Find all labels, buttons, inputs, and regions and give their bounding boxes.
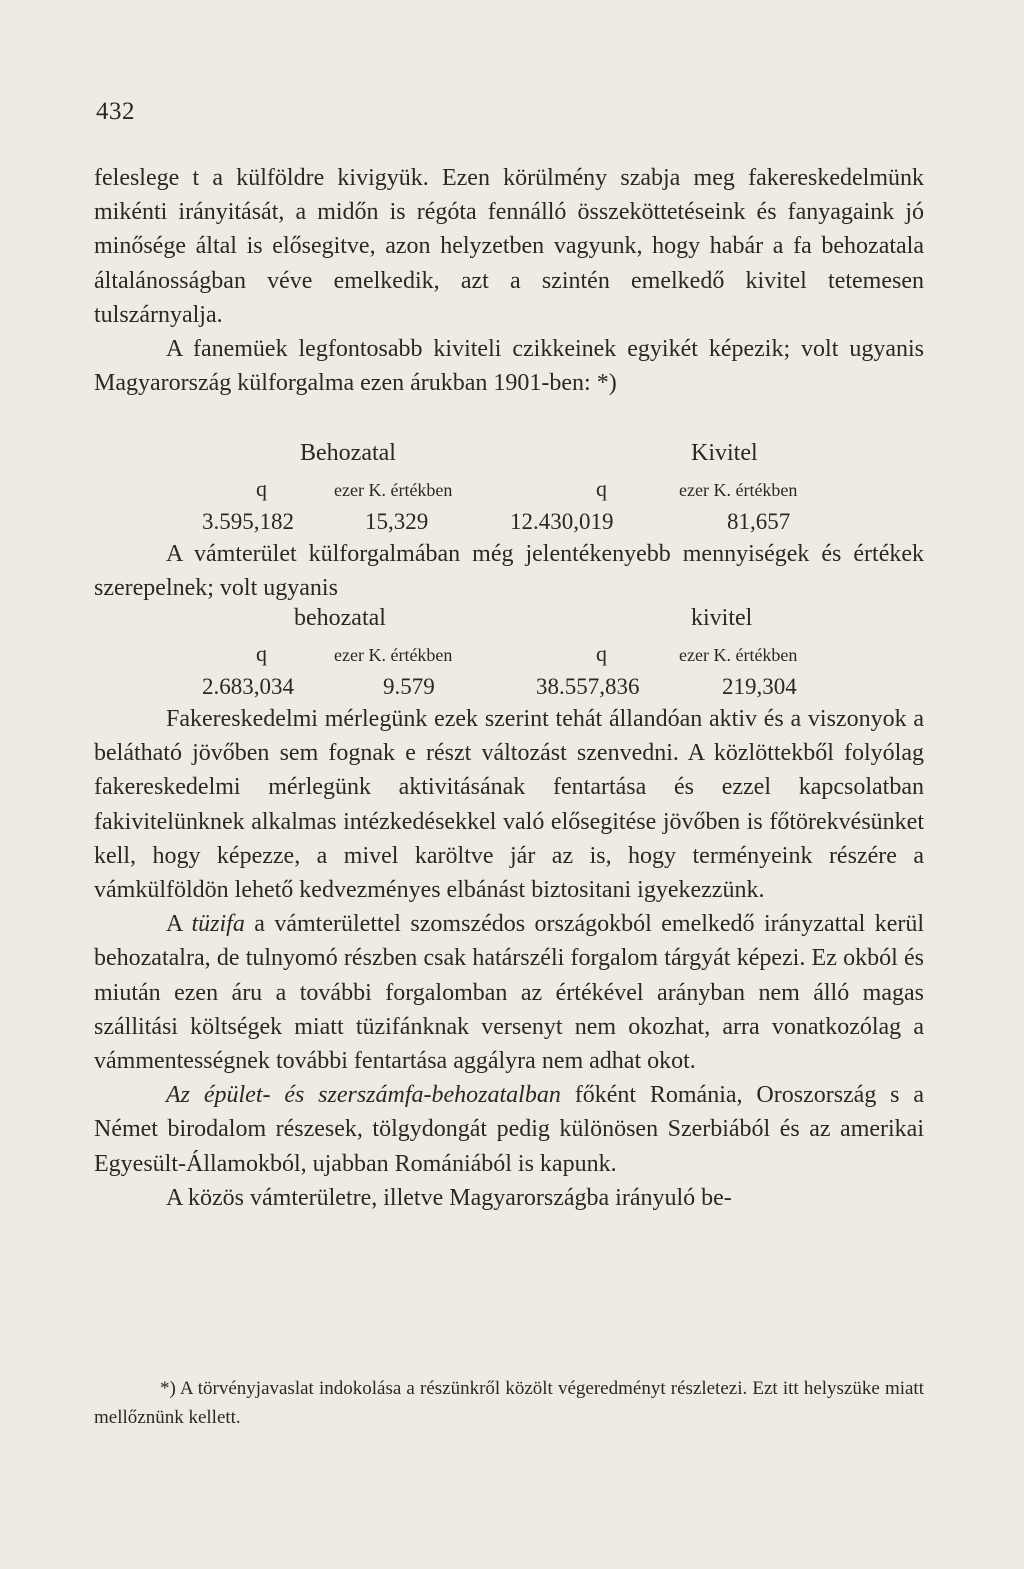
header-import: behozatal [294,605,386,631]
unit-value-export: ezer K. értékben [679,480,798,500]
trade-table-customs-area [94,603,924,705]
timber-term: Az épület- és szerszámfa-behozatalban [166,1082,561,1109]
import-value: 15,329 [365,509,429,534]
paragraph-wood-exports: A fanemüek legfontosabb kiviteli czikkeinek egyikét képezik; volt ugyanis Magyarország külforgalma ezen árukban 1901-ben: *) [94,336,924,397]
export-value: 219,304 [722,674,797,699]
table-values-row [94,671,924,705]
paragraph-trade-balance: Fakereskedelmi mérlegünk ezek szerint tehát állandóan aktiv és a viszonyok a belátható jövőben sem fognak e részt változást szenvedni. A közlöttekből folyólag fakereskedelmi mérlegünk aktivitásának fentartása és ezzel kapcsolatban fakivitelünknek alkalmas intézkedésekkel való elősegitése jövőben is főtörekvésünket kell, hogy képezze, a mivel karöltve jár az is, hogy terményeink részére a vámkülföldön lehető kedvezményes elbánást biztositani igyekezzünk. [94,706,924,904]
trade-table-1901 [94,438,924,540]
paragraph-customs-area: A vámterület külforgalmában még jelentékenyebb mennyiségek és értékek szerepelnek; volt ugyanis [94,541,924,602]
paragraph-firewood [94,907,924,1078]
unit-q-import: q [256,641,267,666]
unit-q-export: q [596,476,607,501]
header-export: Kivitel [691,440,758,466]
table-header-row [94,438,924,472]
unit-value-import: ezer K. értékben [334,480,453,500]
table-unit-row [94,472,924,506]
top-text-block [94,161,924,400]
firewood-text: a vámterülettel szomszédos országokból emelkedő irányzattal kerül behozatalra, de tulnyomó részben csak határszéli forgalom tárgyát képezi. Ez okból és miután ezen áru a további forgalomban az értékével arányban nem álló magas szállitási költségek miatt tüzifánknak versenyt nem okozhat, arra vonatkozólag a vámmentességnek további fentartása aggályra nem adhat okot. [94,911,925,1075]
footnote-text: *) A törvényjavaslat indokolása a részünkről közölt végeredményt részletezi. Ezt itt helyszüke miatt mellőznünk kellett. [94,1378,924,1428]
firewood-term: tüzifa [191,911,245,938]
timber-text: főként Románia, Oroszország s a Német birodalom részesek, tölgydongát pedig különösen Szerbiából és az amerikai Egyesült-Államokból, ujabban Romániából is kapunk. [94,1082,925,1177]
footnote [94,1374,924,1432]
table-values-row [94,506,924,540]
paragraph-surplus: feleslege t a külföldre kivigyük. Ezen körülmény szabja meg fakereskedelmünk mikénti irányitását, a midőn is régóta fennálló összeköttetéseink és fanyagaink jó minősége által is elősegitve, azon helyzetben vagyunk, hogy habár a fa behozatala általánosságban véve emelkedik, azt a szintén emelkedő kivitel tetemesen tulszárnyalja. [94,165,924,328]
header-export: kivitel [691,605,753,631]
unit-value-export: ezer K. értékben [679,645,798,665]
paragraph-continued: A közös vámterületre, illetve Magyarországba irányuló be- [166,1184,732,1211]
header-import: Behozatal [300,440,396,466]
export-value: 81,657 [727,509,791,534]
middle-text-block [94,537,924,605]
bottom-text-block [94,702,924,1215]
unit-value-import: ezer K. értékben [334,645,453,665]
export-quantity: 38.557,836 [536,674,640,699]
table-unit-row [94,637,924,671]
import-quantity: 3.595,182 [202,509,294,534]
paragraph-timber-imports [94,1078,924,1181]
firewood-prefix: A [166,911,183,938]
table-header-row [94,603,924,637]
unit-q-import: q [256,476,267,501]
import-value: 9.579 [383,674,435,699]
export-quantity: 12.430,019 [510,509,614,534]
page-number: 432 [96,98,135,125]
unit-q-export: q [596,641,607,666]
import-quantity: 2.683,034 [202,674,294,699]
